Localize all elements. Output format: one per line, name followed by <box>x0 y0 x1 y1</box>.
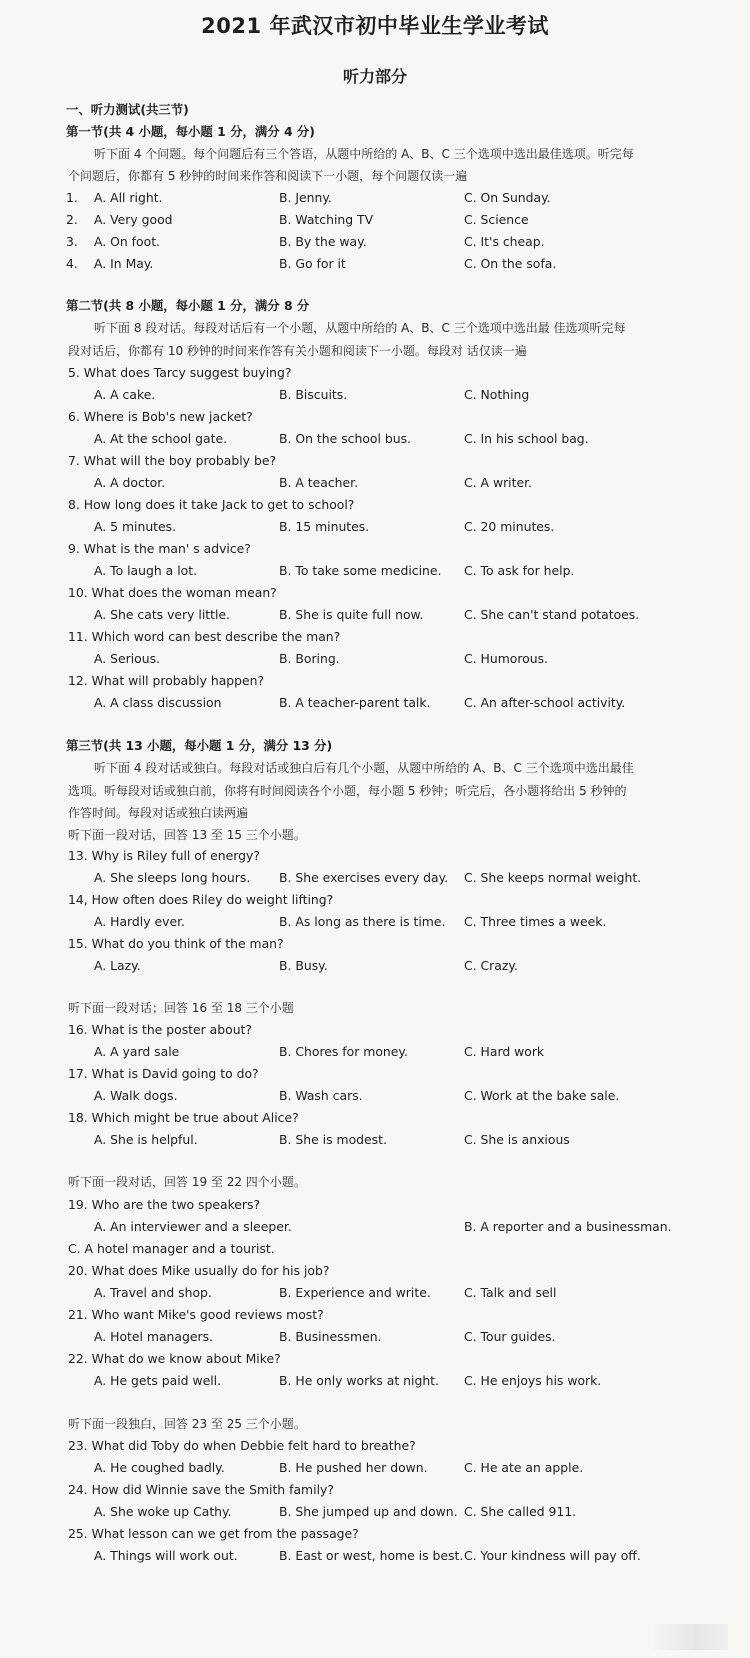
option-a: A. She is helpful. <box>94 1132 198 1147</box>
option-b: B. Biscuits. <box>279 387 348 402</box>
option-c: C. She called 911. <box>464 1504 577 1519</box>
option-b: B. As long as there is time. <box>279 914 446 929</box>
option-a: A. He gets paid well. <box>94 1373 222 1388</box>
option-b: B. Wash cars. <box>279 1088 363 1103</box>
option-a: A. Hotel managers. <box>94 1329 213 1344</box>
option-a: A. Hardly ever. <box>94 914 185 929</box>
page-subtitle: 听力部分 <box>342 67 407 86</box>
option-c: C. Three times a week. <box>464 914 607 929</box>
option-a: A. All right. <box>94 190 163 205</box>
option-c: C. In his school bag. <box>464 431 589 446</box>
option-b: B. By the way. <box>279 234 367 249</box>
option-b: B. Watching TV <box>279 212 374 227</box>
option-a: A. A yard sale <box>94 1044 180 1059</box>
option-c: C. He ate an apple. <box>464 1460 584 1475</box>
option-a: A. She sleeps long hours. <box>94 870 251 885</box>
option-b: B. Boring. <box>279 651 340 666</box>
option-c: C. Tour guides. <box>464 1329 556 1344</box>
option-b: B. To take some medicine. <box>279 563 442 578</box>
option-a: A. To laugh a lot. <box>94 563 198 578</box>
option-c: C. Crazy. <box>464 958 518 973</box>
option-b: B. 15 minutes. <box>279 519 370 534</box>
option-b: B. Go for it <box>279 256 346 271</box>
option-b: B. She is quite full now. <box>279 607 424 622</box>
option-b: B. He only works at night. <box>279 1373 439 1388</box>
option-c: C. A hotel manager and a tourist. <box>68 1241 275 1256</box>
option-b: B. Businessmen. <box>279 1329 382 1344</box>
option-a: A. He coughed badly. <box>94 1460 225 1475</box>
option-a: A. An interviewer and a sleeper. <box>94 1219 292 1234</box>
option-b: B. Chores for money. <box>279 1044 408 1059</box>
option-c: C. Work at the bake sale. <box>464 1088 620 1103</box>
option-b: B. She jumped up and down. <box>279 1504 458 1519</box>
option-b: B. A reporter and a businessman. <box>464 1219 672 1234</box>
option-a: A. A cake. <box>94 387 156 402</box>
option-b: B. He pushed her down. <box>279 1460 428 1475</box>
page-title: 2021 年武汉市初中毕业生学业考试 <box>201 14 549 38</box>
option-b: B. A teacher-parent talk. <box>279 695 431 710</box>
option-c: C. Your kindness will pay off. <box>464 1548 641 1563</box>
option-c: C. Talk and sell <box>464 1285 557 1300</box>
option-a: A. Serious. <box>94 651 160 666</box>
option-a: A. She cats very little. <box>94 607 231 622</box>
option-a: A. She woke up Cathy. <box>94 1504 232 1519</box>
option-c: C. To ask for help. <box>464 563 575 578</box>
option-c: C. Humorous. <box>464 651 548 666</box>
option-a: A. Lazy. <box>94 958 141 973</box>
option-c: C. She is anxious <box>464 1132 570 1147</box>
option-c: C. He enjoys his work. <box>464 1373 602 1388</box>
option-c: C. On the sofa. <box>464 256 557 271</box>
option-c: C. 20 minutes. <box>464 519 555 534</box>
option-a: A. A class discussion <box>94 695 222 710</box>
option-c: C. A writer. <box>464 475 532 490</box>
option-a: A. A doctor. <box>94 475 166 490</box>
option-a: A. Walk dogs. <box>94 1088 178 1103</box>
option-b: B. On the school bus. <box>279 431 411 446</box>
option-b: B. A teacher. <box>279 475 359 490</box>
option-b: B. Jenny. <box>279 190 332 205</box>
exam-page: 2021 年武汉市初中毕业生学业考试 听力部分 一、听力测试(共三节) 第一节(共 4 小题，每小题 1 分，满分 4 分) 听下面 4 个问题。每个问题后有三个答语，从题中所给的 A、B、C 三个选项中选出最佳选项。听完每 个问题后，你都有 5 秒钟的时间来作答和阅读下一小题，每个问题仅读一遍 1. A. All right. B. Jenny. C. On Sunday. 2. A. Very good B. Watching TV C. Science 3. A. On foot. B. By the way. C. It's cheap. 4. A. In May. B. Go for it C. On the sofa. 第二节(共 8 小题，每小题 1 分，满分 8 分 听下面 8 段对话。每段对话后有一个小题，从题中所给的 A、B、C 三个选项中选出最 佳选项听完每 段对话后，你都有 10 秒钟的时间来作答有关小题和阅读下一小题。每段对 话仅读一遍 5. What does Tarcy suggest buying? A. A cake. B. Biscuits. C. Nothing 6. Where is Bob's new jacket? A. At the school gate. B. On the school bus. C. In his school bag. 7. What will the boy probably be? A. A doctor. B. A teacher. C. A writer. 8. How long does it take Jack to get to school? A. 5 minutes. B. 15 minutes. C. 20 minutes. 9. What is the man' s advice? A. To laugh a lot. B. To take some medicine. C. To ask for help. 10. What does the woman mean? A. She cats very little. B. She is quite full now. C. She can't stand potatoes. 11. Which word can best describe the man? A. Serious. B. Boring. C. Humorous. 12. What will probably happen? A. A class discussion B. A teacher-parent talk. C. An after-school activity. 第三节(共 13 小题，每小题 1 分，满分 13 分) 听下面 4 段对话或独白。每段对话或独白后有几个小题，从题中所给的 A、B、C 三个选项中选出最佳 选项。听每段对话或独白前，你将有时间阅读各个小题，每小题 5 秒钟；听完后，各小题将给出 5 秒钟的 作答时间。每段对话或独白读两遍 听下面一段对话，回答 13 至 15 三个小题。 13. Why is Riley full of energy? A. She sleeps long hours. B. She exercises every day. C. She keeps normal weight. 14, How often does Riley do weight lifting? A. Hardly ever. B. As long as there is time. C. Three times a week. 15. What do you think of the man? A. Lazy. B. Busy. C. Crazy. 听下面一段对话；回答 16 至 18 三个小题 16. What is the poster about? A. A yard sale B. Chores for money. C. Hard work 17. What is David going to do? A. Walk dogs. B. Wash cars. C. Work at the bake sale. 18. Which might be true about Alice? A. She is helpful. B. She is modest. C. She is anxious 听下面一段对话，回答 19 至 22 四个小题。 19. Who are the two speakers? A. An interviewer and a sleeper. B. A reporter and a businessman. C. A hotel manager and a tourist. 20. What does Mike usually do for his job? A. Travel and shop. B. Experience and write. C. Talk and sell 21. Who want Mike's good reviews most? A. Hotel managers. B. Businessmen. C. Tour guides. 22. What do we know about Mike? A. He gets paid well. B. He only works at night. C. He enjoys his work. 听下面一段独白，回答 23 至 25 三个小题。 23. What did Toby do when Debbie felt hard to breathe? A. He coughed badly. B. He pushed her down. C. He ate an apple. 24. How did Winnie save the Smith family? A. She woke up Cathy. B. She jumped up and down. C. She called 911. 25. What lesson can we get from the passage? A. Things will work out. B. East or west, home is best. C. Your kindness will pay off. <box>0 0 750 1658</box>
option-b: B. She is modest. <box>279 1132 387 1147</box>
option-c: C. It's cheap. <box>464 234 545 249</box>
option-c: C. An after-school activity. <box>464 695 626 710</box>
option-a: A. Travel and shop. <box>94 1285 212 1300</box>
option-c: C. She keeps normal weight. <box>464 870 642 885</box>
option-b: B. East or west, home is best. <box>279 1548 464 1563</box>
option-c: C. She can't stand potatoes. <box>464 607 640 622</box>
option-c: C. Hard work <box>464 1044 545 1059</box>
option-a: A. Things will work out. <box>94 1548 238 1563</box>
watermark-smudge <box>648 1624 728 1650</box>
option-c: C. Science <box>464 212 529 227</box>
option-c: C. On Sunday. <box>464 190 551 205</box>
option-a: A. At the school gate. <box>94 431 228 446</box>
option-b: B. Experience and write. <box>279 1285 431 1300</box>
option-c: C. Nothing <box>464 387 530 402</box>
option-a: A. Very good <box>94 212 173 227</box>
option-a: A. On foot. <box>94 234 161 249</box>
option-a: A. 5 minutes. <box>94 519 177 534</box>
option-b: B. She exercises every day. <box>279 870 449 885</box>
option-a: A. In May. <box>94 256 154 271</box>
option-b: B. Busy. <box>279 958 328 973</box>
